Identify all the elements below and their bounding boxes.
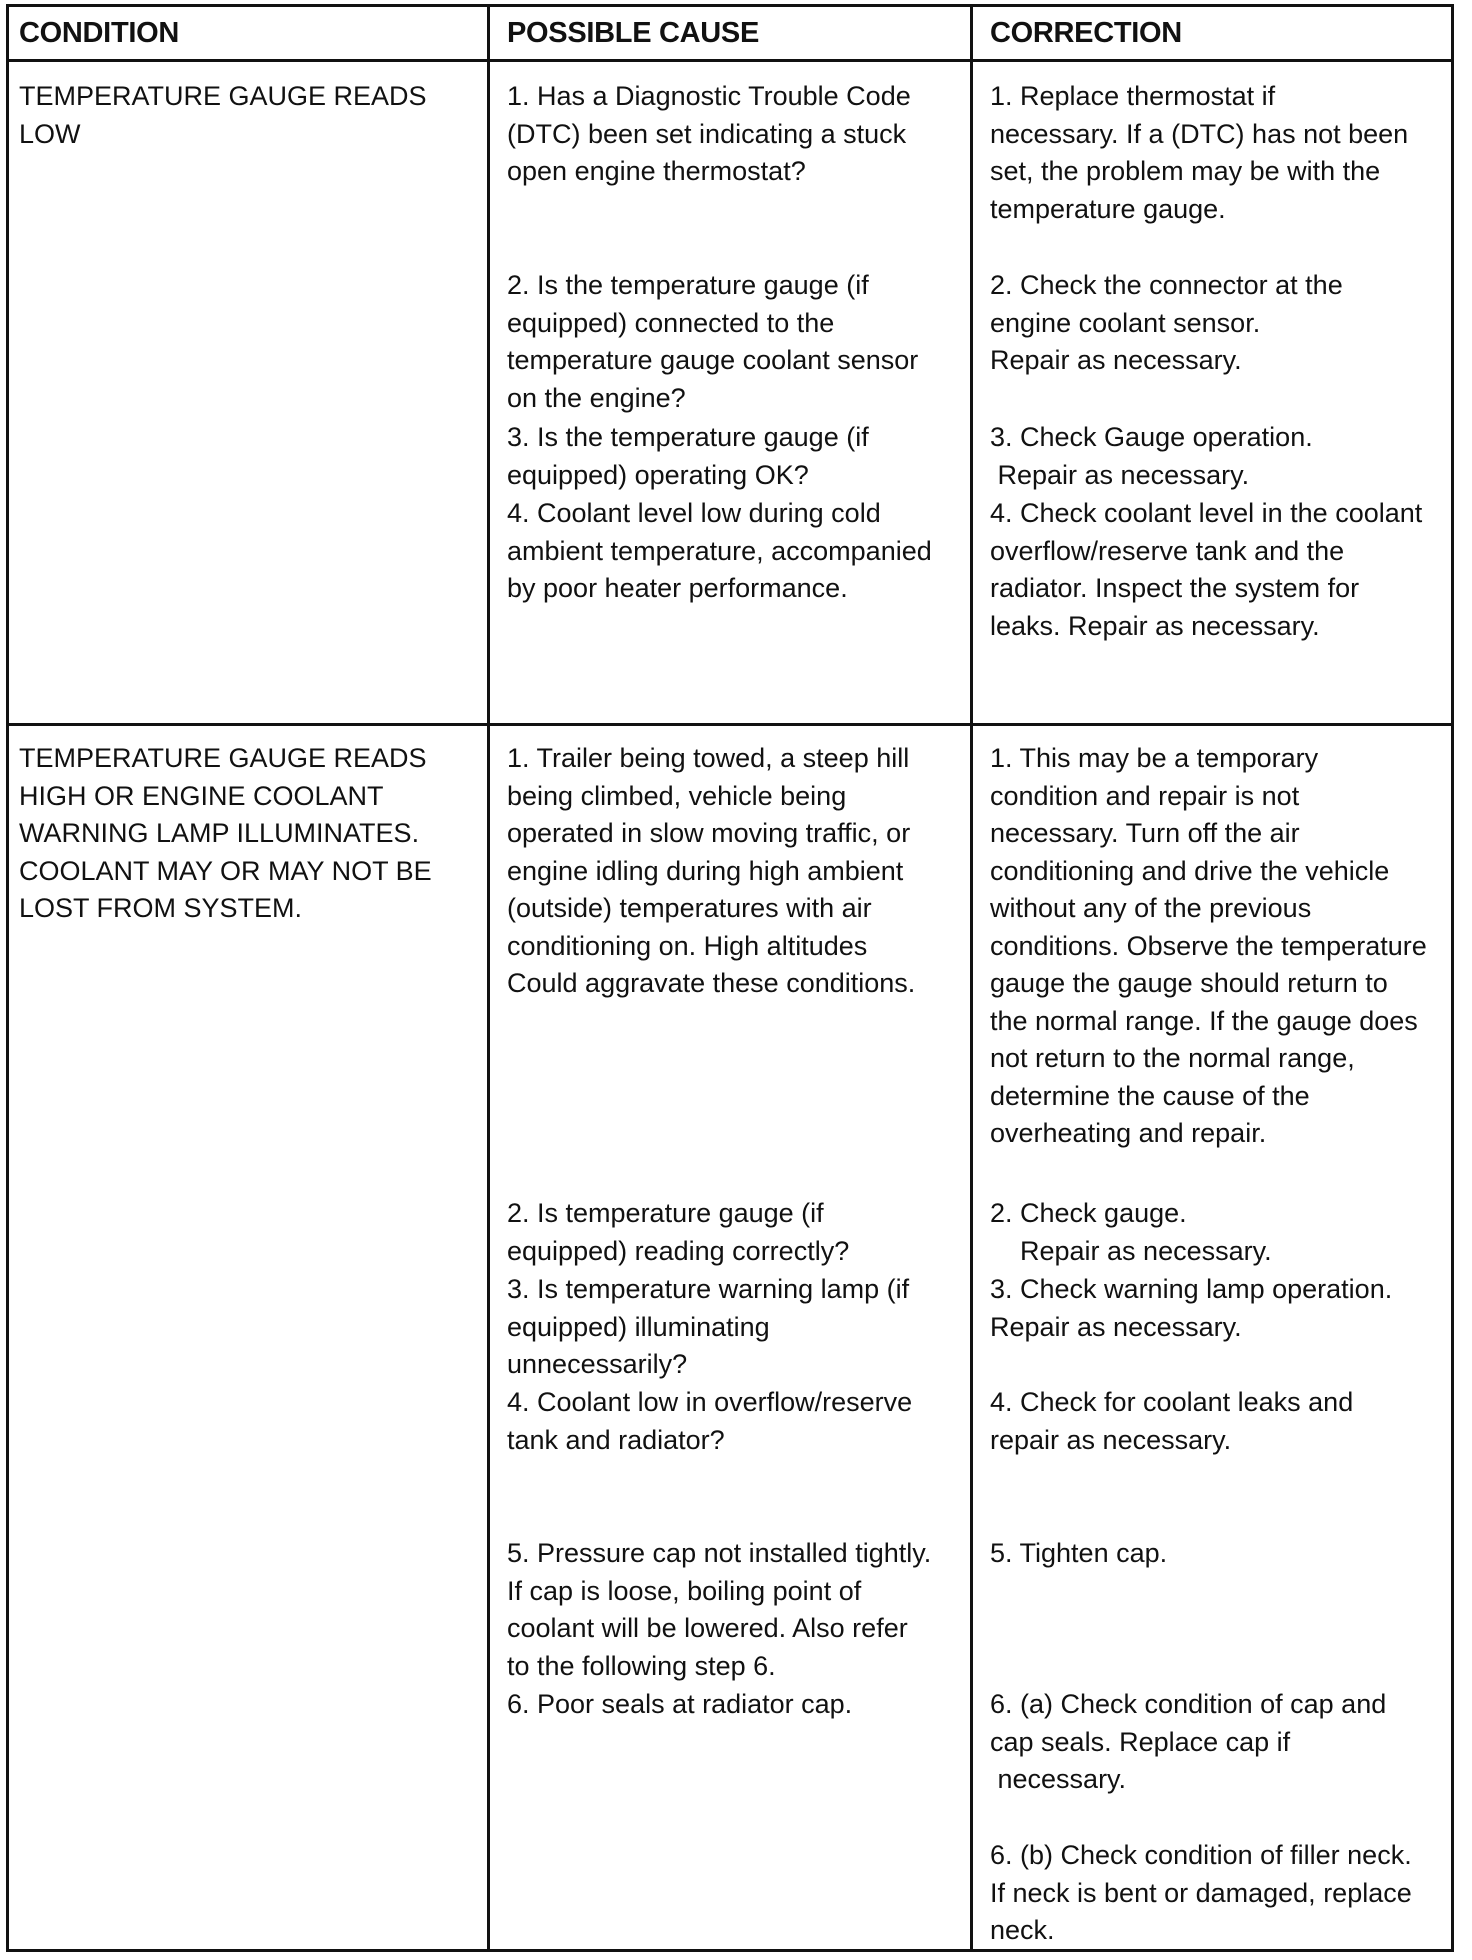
- cause-2: 2. Is temperature gauge (if equipped) reading correctly?: [507, 1198, 850, 1266]
- correction-3: 3. Check warning lamp operation. Repair as necessary.: [990, 1274, 1393, 1342]
- correction-1: 1. Replace thermostat if necessary. If a (DTC) has not been set, the problem may be with the temperature gauge.: [990, 81, 1409, 224]
- header-condition: CONDITION: [19, 17, 180, 49]
- column-divider: [487, 7, 490, 1949]
- cause-4: 4. Coolant level low during cold ambient temperature, accompanied by poor heater performance.: [507, 498, 932, 603]
- cause-6: 6. Poor seals at radiator cap.: [507, 1689, 853, 1719]
- condition-gauge-reads-low: TEMPERATURE GAUGE READS LOW: [19, 81, 427, 149]
- header-divider: [9, 59, 1451, 62]
- correction-2: 2. Check the connector at the engine coolant sensor. Repair as necessary.: [990, 270, 1343, 375]
- correction-4: 4. Check for coolant leaks and repair as necessary.: [990, 1387, 1354, 1455]
- column-divider: [970, 7, 973, 1949]
- cause-3: 3. Is temperature warning lamp (if equipped) illuminating unnecessarily?: [507, 1274, 910, 1379]
- correction-5: 5. Tighten cap.: [990, 1538, 1168, 1568]
- correction-3: 3. Check Gauge operation. Repair as necessary.: [990, 422, 1313, 490]
- cause-1: 1. Has a Diagnostic Trouble Code (DTC) been set indicating a stuck open engine thermostat?: [507, 81, 911, 186]
- correction-4: 4. Check coolant level in the coolant overflow/reserve tank and the radiator. Inspect the system for leaks. Repair as necessary.: [990, 498, 1423, 641]
- correction-6a: 6. (a) Check condition of cap and cap seals. Replace cap if necessary.: [990, 1689, 1387, 1794]
- correction-6b: 6. (b) Check condition of filler neck. If neck is bent or damaged, replace neck.: [990, 1840, 1412, 1945]
- cause-5: 5. Pressure cap not installed tightly. If cap is loose, boiling point of coolant will be lowered. Also refer to the following step 6.: [507, 1538, 932, 1681]
- header-correction: CORRECTION: [990, 17, 1182, 49]
- correction-2: 2. Check gauge. Repair as necessary.: [990, 1198, 1272, 1266]
- cause-2: 2. Is the temperature gauge (if equipped) connected to the temperature gauge coolant sensor on the engine?: [507, 270, 919, 413]
- correction-1: 1. This may be a temporary condition and repair is not necessary. Turn off the air conditioning and drive the vehicle without any of the previous conditions. Observe the temperature gauge the gauge should return to the normal range. If the gauge does not return to the normal range, determine the cause of the overheating and repair.: [990, 743, 1427, 1148]
- diagnosis-table: [6, 4, 1454, 1952]
- cause-1: 1. Trailer being towed, a steep hill being climbed, vehicle being operated in slow moving traffic, or engine idling during high ambient (outside) temperatures with air conditioning on. High altitudes Could aggravate these conditions.: [507, 743, 916, 998]
- cause-3: 3. Is the temperature gauge (if equipped) operating OK?: [507, 422, 869, 490]
- header-possible-cause: POSSIBLE CAUSE: [507, 17, 760, 49]
- condition-gauge-reads-high: TEMPERATURE GAUGE READS HIGH OR ENGINE COOLANT WARNING LAMP ILLUMINATES. COOLANT MAY OR MAY NOT BE LOST FROM SYSTEM.: [19, 743, 432, 923]
- cause-4: 4. Coolant low in overflow/reserve tank and radiator?: [507, 1387, 913, 1455]
- row-divider: [9, 723, 1451, 726]
